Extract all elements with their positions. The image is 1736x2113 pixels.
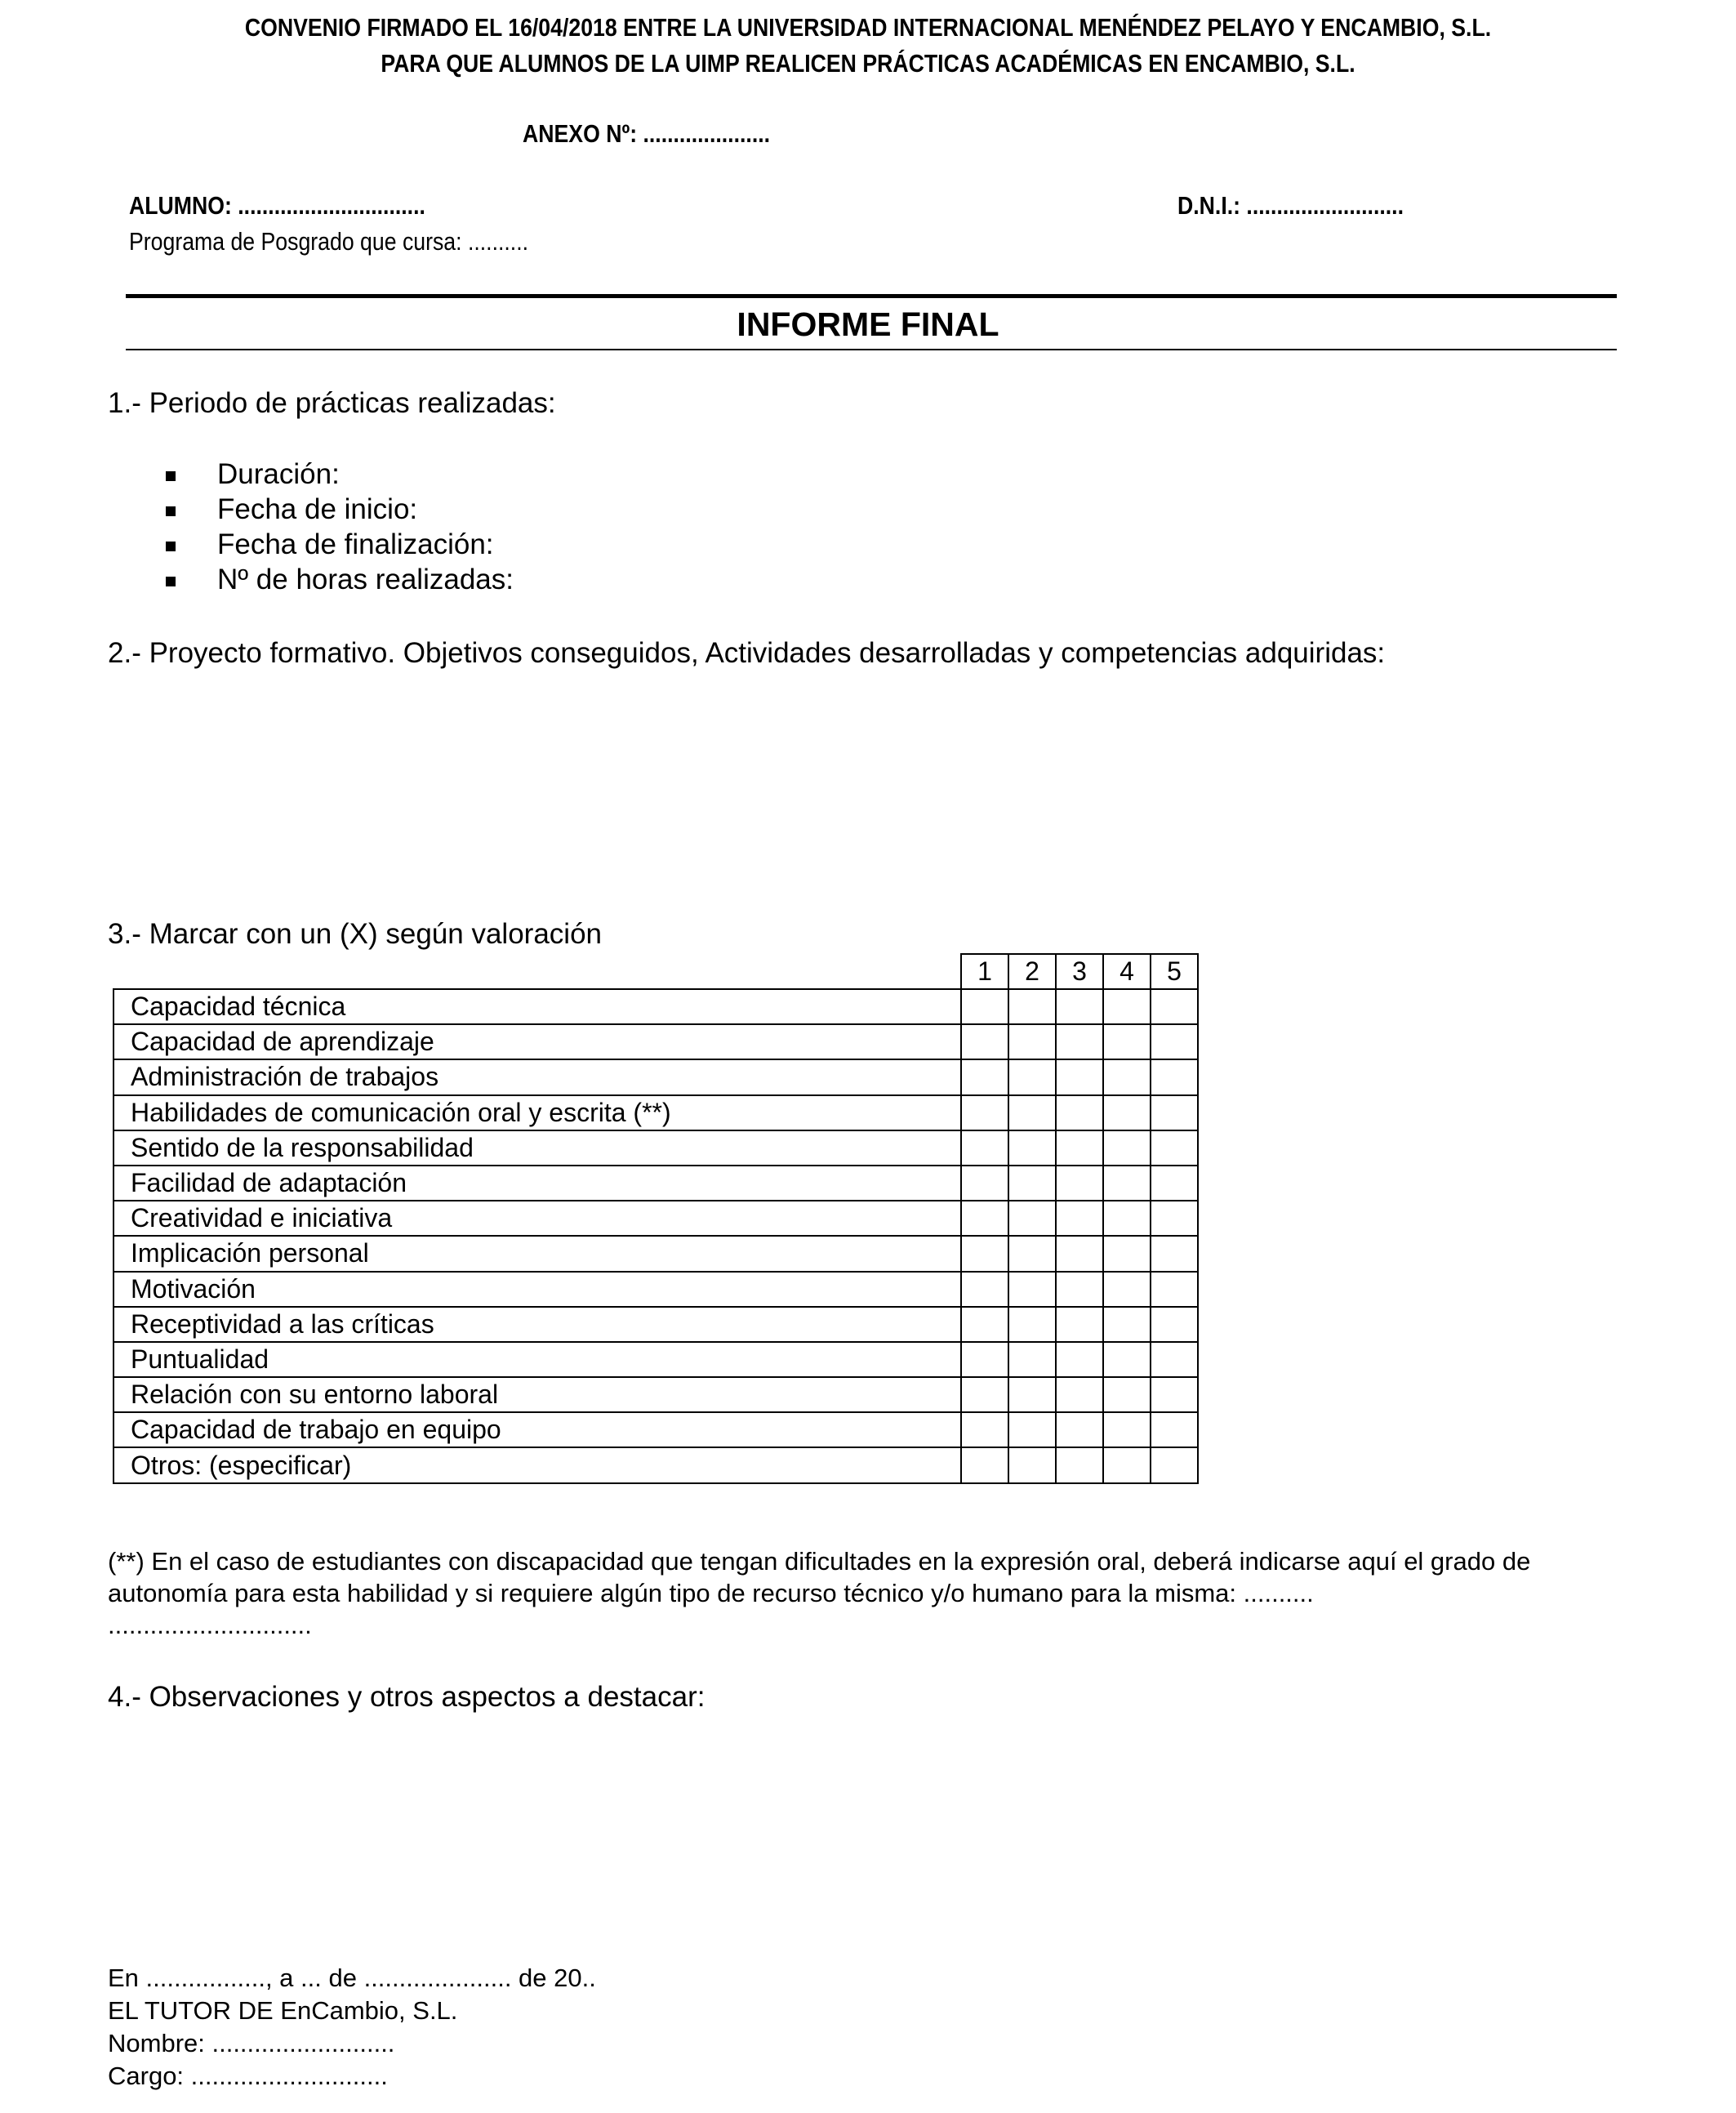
rating-cell[interactable] bbox=[1056, 1024, 1103, 1059]
rating-cell[interactable] bbox=[1151, 1342, 1198, 1377]
note-line-2: autonomía para esta habilidad y si requiere algún tipo de recurso técnico y/o humano para la misma: .......... bbox=[108, 1579, 1314, 1607]
rating-cell[interactable] bbox=[961, 1307, 1008, 1342]
rating-cell[interactable] bbox=[1151, 1201, 1198, 1236]
rating-cell[interactable] bbox=[1008, 1377, 1056, 1412]
rating-cell[interactable] bbox=[1103, 1447, 1151, 1482]
bullet-square-icon bbox=[166, 542, 176, 551]
rating-cell[interactable] bbox=[1008, 1447, 1056, 1482]
programa-field: Programa de Posgrado que cursa: .......... bbox=[129, 227, 529, 256]
criterion-label: Habilidades de comunicación oral y escrita (**) bbox=[114, 1095, 961, 1130]
table-row bbox=[114, 1024, 1198, 1059]
table-row bbox=[114, 1201, 1198, 1236]
rating-cell[interactable] bbox=[1103, 1024, 1151, 1059]
rating-cell[interactable] bbox=[1056, 1130, 1103, 1166]
rating-scale-5: 5 bbox=[1151, 954, 1198, 989]
rating-cell[interactable] bbox=[1103, 1236, 1151, 1271]
criterion-label: Creatividad e iniciativa bbox=[114, 1201, 961, 1236]
rating-cell[interactable] bbox=[1151, 989, 1198, 1024]
rating-cell[interactable] bbox=[1056, 1447, 1103, 1482]
rating-cell[interactable] bbox=[1008, 1342, 1056, 1377]
rating-cell[interactable] bbox=[1103, 1272, 1151, 1307]
rating-cell[interactable] bbox=[1008, 1059, 1056, 1094]
criterion-label: Otros: (especificar) bbox=[114, 1447, 961, 1482]
table-row bbox=[114, 1059, 1198, 1094]
title-top-rule bbox=[126, 294, 1617, 298]
rating-cell[interactable] bbox=[1103, 1412, 1151, 1447]
rating-cell[interactable] bbox=[1151, 1307, 1198, 1342]
rating-cell[interactable] bbox=[1103, 1342, 1151, 1377]
rating-cell[interactable] bbox=[1103, 1130, 1151, 1166]
rating-cell[interactable] bbox=[961, 1342, 1008, 1377]
section-3-heading: 3.- Marcar con un (X) según valoración bbox=[108, 918, 602, 950]
section-1-heading: 1.- Periodo de prácticas realizadas: bbox=[108, 387, 556, 419]
rating-cell[interactable] bbox=[1103, 1307, 1151, 1342]
header-line-2: PARA QUE ALUMNOS DE LA UIMP REALICEN PRÁCTICAS ACADÉMICAS EN ENCAMBIO, S.L. bbox=[381, 49, 1355, 78]
table-row bbox=[114, 1166, 1198, 1201]
criterion-label: Capacidad de aprendizaje bbox=[114, 1024, 961, 1059]
rating-cell[interactable] bbox=[1056, 1236, 1103, 1271]
rating-cell[interactable] bbox=[1056, 1342, 1103, 1377]
rating-cell[interactable] bbox=[961, 1166, 1008, 1201]
rating-cell[interactable] bbox=[1056, 1166, 1103, 1201]
rating-cell[interactable] bbox=[961, 1236, 1008, 1271]
table-row bbox=[114, 1272, 1198, 1307]
rating-cell[interactable] bbox=[1151, 1059, 1198, 1094]
rating-cell[interactable] bbox=[1008, 1412, 1056, 1447]
rating-scale-1: 1 bbox=[961, 954, 1008, 989]
bullet-square-icon bbox=[166, 471, 176, 481]
alumno-field: ALUMNO: ............................... bbox=[129, 191, 425, 220]
table-row bbox=[114, 1377, 1198, 1412]
rating-cell[interactable] bbox=[1008, 1024, 1056, 1059]
rating-cell[interactable] bbox=[1008, 1201, 1056, 1236]
nombre-line: Nombre: .......................... bbox=[108, 2029, 395, 2057]
bullet-square-icon bbox=[166, 506, 176, 516]
rating-cell[interactable] bbox=[1056, 1272, 1103, 1307]
table-row bbox=[114, 989, 1198, 1024]
rating-cell[interactable] bbox=[1151, 1166, 1198, 1201]
note-line-3: ............................. bbox=[108, 1611, 312, 1639]
rating-cell[interactable] bbox=[1151, 1412, 1198, 1447]
section-2-heading: 2.- Proyecto formativo. Objetivos conseguidos, Actividades desarrolladas y competencias adquiridas: bbox=[108, 637, 1386, 669]
table-row bbox=[114, 1130, 1198, 1166]
rating-cell[interactable] bbox=[961, 1272, 1008, 1307]
rating-cell[interactable] bbox=[961, 1377, 1008, 1412]
rating-cell[interactable] bbox=[961, 1447, 1008, 1482]
criterion-label: Capacidad técnica bbox=[114, 989, 961, 1024]
rating-scale-2: 2 bbox=[1008, 954, 1056, 989]
rating-cell[interactable] bbox=[1103, 1377, 1151, 1412]
rating-cell[interactable] bbox=[1151, 1095, 1198, 1130]
note-line-1: (**) En el caso de estudiantes con discapacidad que tengan dificultades en la expresión oral, deberá indicarse aquí el grado de bbox=[108, 1547, 1531, 1576]
rating-cell[interactable] bbox=[961, 1059, 1008, 1094]
page-title: INFORME FINAL bbox=[737, 305, 999, 343]
rating-table bbox=[113, 953, 1199, 1484]
criterion-label: Relación con su entorno laboral bbox=[114, 1377, 961, 1412]
anexo-number: ANEXO Nº: ..................... bbox=[523, 119, 771, 148]
rating-cell[interactable] bbox=[1008, 1095, 1056, 1130]
rating-cell[interactable] bbox=[1151, 1272, 1198, 1307]
criterion-label: Sentido de la responsabilidad bbox=[114, 1130, 961, 1166]
rating-cell[interactable] bbox=[1008, 1272, 1056, 1307]
rating-cell[interactable] bbox=[1008, 1307, 1056, 1342]
rating-cell[interactable] bbox=[1056, 1412, 1103, 1447]
rating-cell[interactable] bbox=[1008, 1236, 1056, 1271]
rating-cell[interactable] bbox=[1056, 1201, 1103, 1236]
rating-cell[interactable] bbox=[1008, 989, 1056, 1024]
rating-cell[interactable] bbox=[1056, 1095, 1103, 1130]
rating-cell[interactable] bbox=[1103, 1095, 1151, 1130]
criterion-label: Implicación personal bbox=[114, 1236, 961, 1271]
rating-scale-spacer bbox=[114, 954, 961, 989]
rating-cell[interactable] bbox=[1056, 1307, 1103, 1342]
dni-field: D.N.I.: .......................... bbox=[1177, 191, 1404, 220]
rating-cell[interactable] bbox=[1056, 1059, 1103, 1094]
section-4-heading: 4.- Observaciones y otros aspectos a destacar: bbox=[108, 1681, 706, 1713]
table-row bbox=[114, 1095, 1198, 1130]
table-row bbox=[114, 1412, 1198, 1447]
rating-cell[interactable] bbox=[961, 1095, 1008, 1130]
criterion-label: Puntualidad bbox=[114, 1342, 961, 1377]
rating-cell[interactable] bbox=[1103, 1201, 1151, 1236]
rating-cell[interactable] bbox=[1008, 1166, 1056, 1201]
rating-cell[interactable] bbox=[1151, 1447, 1198, 1482]
rating-cell[interactable] bbox=[1008, 1130, 1056, 1166]
rating-cell[interactable] bbox=[1151, 1236, 1198, 1271]
rating-cell[interactable] bbox=[1103, 989, 1151, 1024]
criterion-label: Administración de trabajos bbox=[114, 1059, 961, 1094]
criterion-label: Capacidad de trabajo en equipo bbox=[114, 1412, 961, 1447]
list-item-fecha-inicio: Fecha de inicio: bbox=[217, 493, 418, 525]
rating-cell[interactable] bbox=[961, 989, 1008, 1024]
header-line-1: CONVENIO FIRMADO EL 16/04/2018 ENTRE LA UNIVERSIDAD INTERNACIONAL MENÉNDEZ PELAYO Y ENCAMBIO, S.L. bbox=[244, 13, 1492, 42]
bullet-square-icon bbox=[166, 577, 176, 586]
table-row bbox=[114, 1236, 1198, 1271]
rating-cell[interactable] bbox=[1056, 989, 1103, 1024]
rating-scale-3: 3 bbox=[1056, 954, 1103, 989]
rating-cell[interactable] bbox=[961, 1130, 1008, 1166]
rating-cell[interactable] bbox=[1103, 1059, 1151, 1094]
rating-cell[interactable] bbox=[961, 1201, 1008, 1236]
rating-table-body bbox=[114, 989, 1198, 1483]
criterion-label: Facilidad de adaptación bbox=[114, 1166, 961, 1201]
criterion-label: Motivación bbox=[114, 1272, 961, 1307]
rating-cell[interactable] bbox=[1103, 1166, 1151, 1201]
rating-scale-row bbox=[114, 954, 1198, 989]
list-item-horas: Nº de horas realizadas: bbox=[217, 564, 514, 595]
rating-cell[interactable] bbox=[961, 1412, 1008, 1447]
title-bottom-rule bbox=[126, 349, 1617, 350]
cargo-line: Cargo: ............................ bbox=[108, 2062, 388, 2090]
list-item-fecha-finalizacion: Fecha de finalización: bbox=[217, 528, 494, 560]
place-date-line: En ................., a ... de ..................... de 20.. bbox=[108, 1964, 596, 1992]
rating-cell[interactable] bbox=[1151, 1377, 1198, 1412]
rating-cell[interactable] bbox=[1151, 1024, 1198, 1059]
rating-cell[interactable] bbox=[1151, 1130, 1198, 1166]
rating-cell[interactable] bbox=[1056, 1377, 1103, 1412]
criterion-label: Receptividad a las críticas bbox=[114, 1307, 961, 1342]
rating-scale-4: 4 bbox=[1103, 954, 1151, 989]
list-item-duracion: Duración: bbox=[217, 458, 340, 490]
table-row bbox=[114, 1307, 1198, 1342]
tutor-line: EL TUTOR DE EnCambio, S.L. bbox=[108, 1996, 458, 2025]
rating-cell[interactable] bbox=[961, 1024, 1008, 1059]
table-row bbox=[114, 1447, 1198, 1482]
table-row bbox=[114, 1342, 1198, 1377]
